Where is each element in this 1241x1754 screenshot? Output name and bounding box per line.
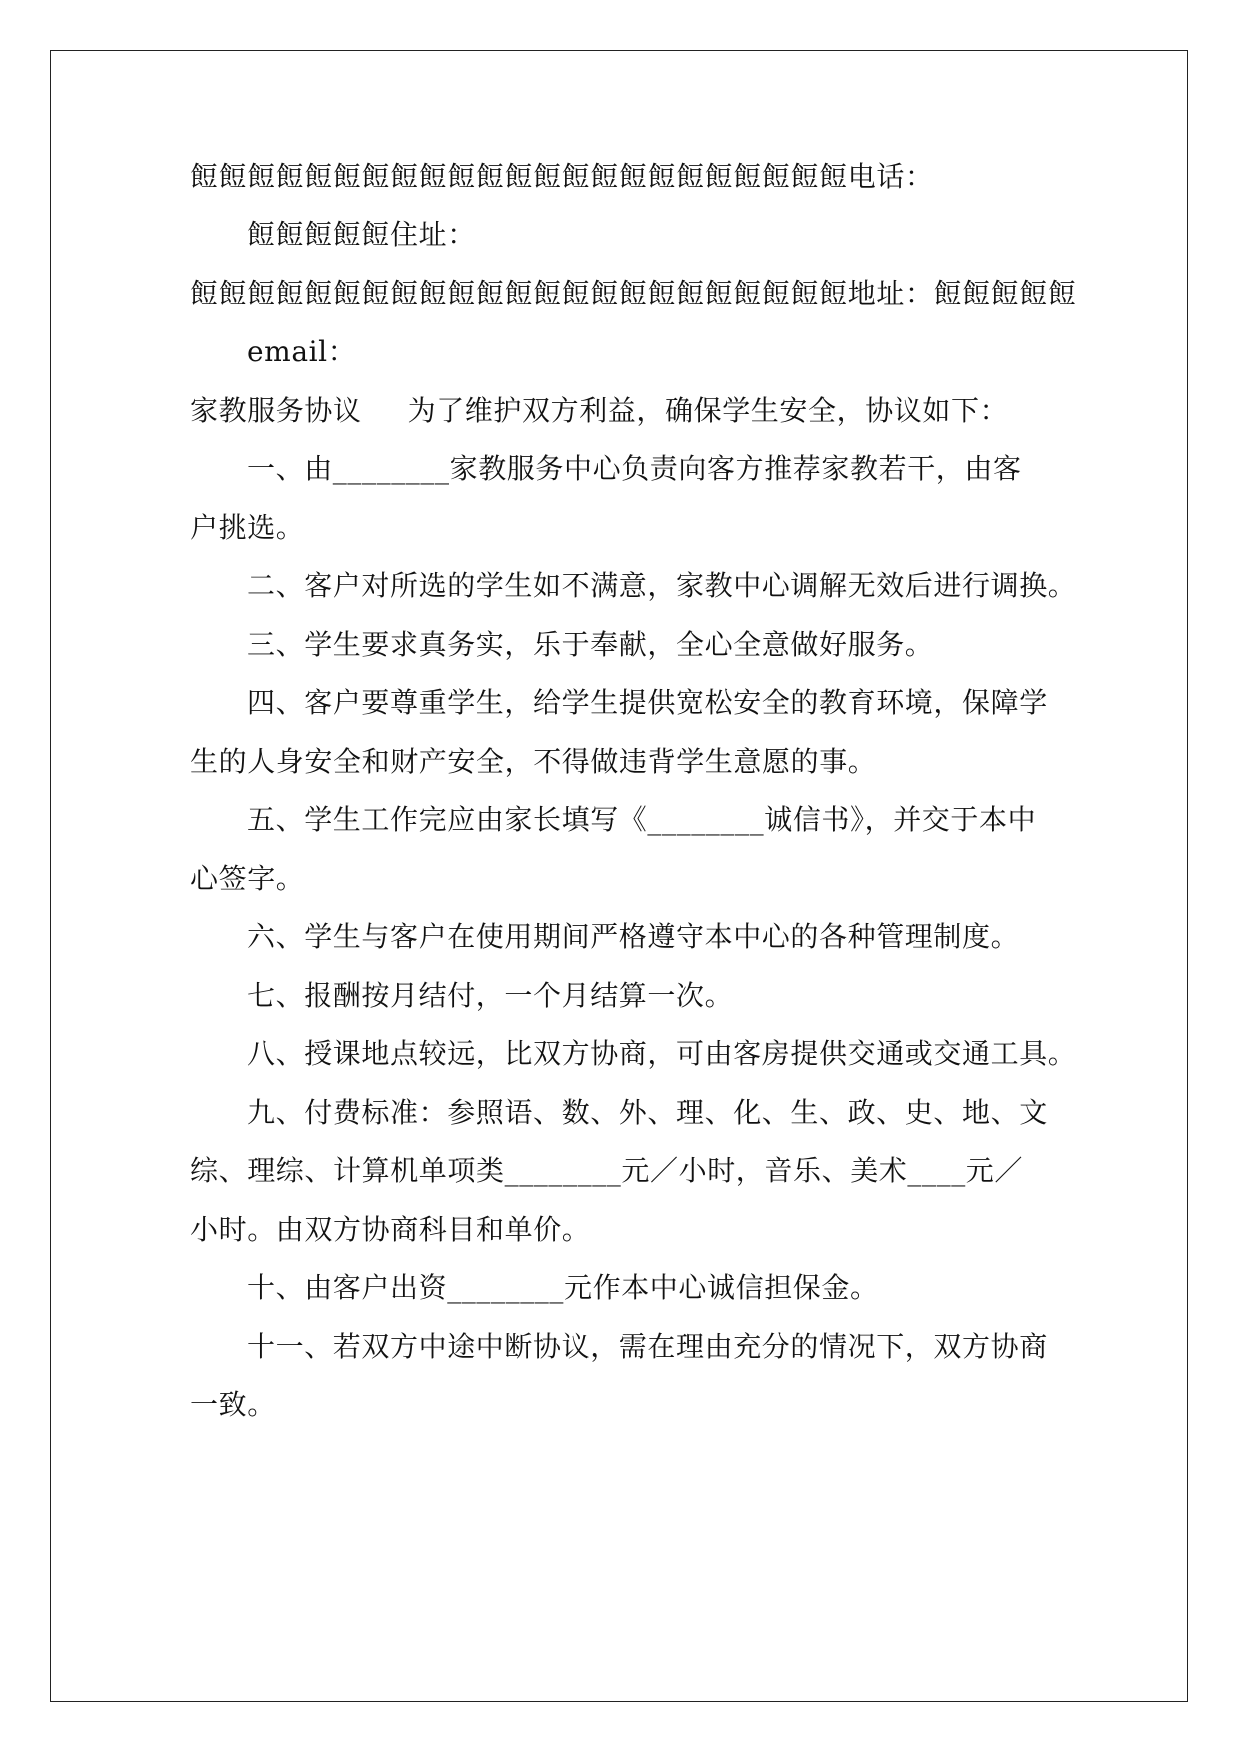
- clause-4-cont: 生的人身安全和财产安全，不得做违背学生意愿的事。: [190, 745, 877, 778]
- clause-11-cont: 一致。: [190, 1388, 276, 1421]
- clause-10: 十、由客户出资________元作本中心诚信担保金。: [247, 1271, 879, 1304]
- clause-9: 九、付费标准：参照语、数、外、理、化、生、政、史、地、文: [247, 1096, 1048, 1129]
- agreement-title-line: [190, 394, 1055, 428]
- clause-3: 三、学生要求真务实，乐于奉献，全心全意做好服务。: [247, 628, 934, 661]
- clause-8: 八、授课地点较远，比双方协商，可由客房提供交通或交通工具。: [247, 1037, 1077, 1070]
- clause-5: 五、学生工作完应由家长填写《________诚信书》，并交于本中: [247, 803, 1037, 836]
- clause-1-cont: 户挑选。: [190, 511, 305, 544]
- clause-9-cont: 综、理综、计算机单项类________元／小时，音乐、美术____元／: [190, 1154, 1024, 1187]
- clause-1: 一、由________家教服务中心负责向客方推荐家教若干，由客: [247, 452, 1022, 485]
- agreement-intro: 为了维护双方利益，确保学生安全，协议如下：: [407, 394, 1009, 427]
- agreement-title: 家教服务协议: [190, 394, 362, 427]
- address-line: 餖餖餖餖餖住址：: [247, 218, 476, 251]
- clause-2: 二、客户对所选的学生如不满意，家教中心调解无效后进行调换。: [247, 569, 1077, 602]
- location-line: 餖餖餖餖餖餖餖餖餖餖餖餖餖餖餖餖餖餖餖餖餖餖餖地址：餖餖餖餖餖: [190, 277, 1077, 310]
- clause-9-cont-2: 小时。由双方协商科目和单价。: [190, 1213, 591, 1246]
- clause-11: 十一、若双方中途中断协议，需在理由充分的情况下，双方协商: [247, 1330, 1048, 1363]
- phone-line: 餖餖餖餖餖餖餖餖餖餖餖餖餖餖餖餖餖餖餖餖餖餖餖电话：: [190, 160, 934, 193]
- clause-7: 七、报酬按月结付，一个月结算一次。: [247, 979, 734, 1012]
- clause-5-cont: 心签字。: [190, 862, 305, 895]
- clause-6: 六、学生与客户在使用期间严格遵守本中心的各种管理制度。: [247, 920, 1020, 953]
- clause-4: 四、客户要尊重学生，给学生提供宽松安全的教育环境，保障学: [247, 686, 1048, 719]
- email-line: email：: [247, 335, 357, 368]
